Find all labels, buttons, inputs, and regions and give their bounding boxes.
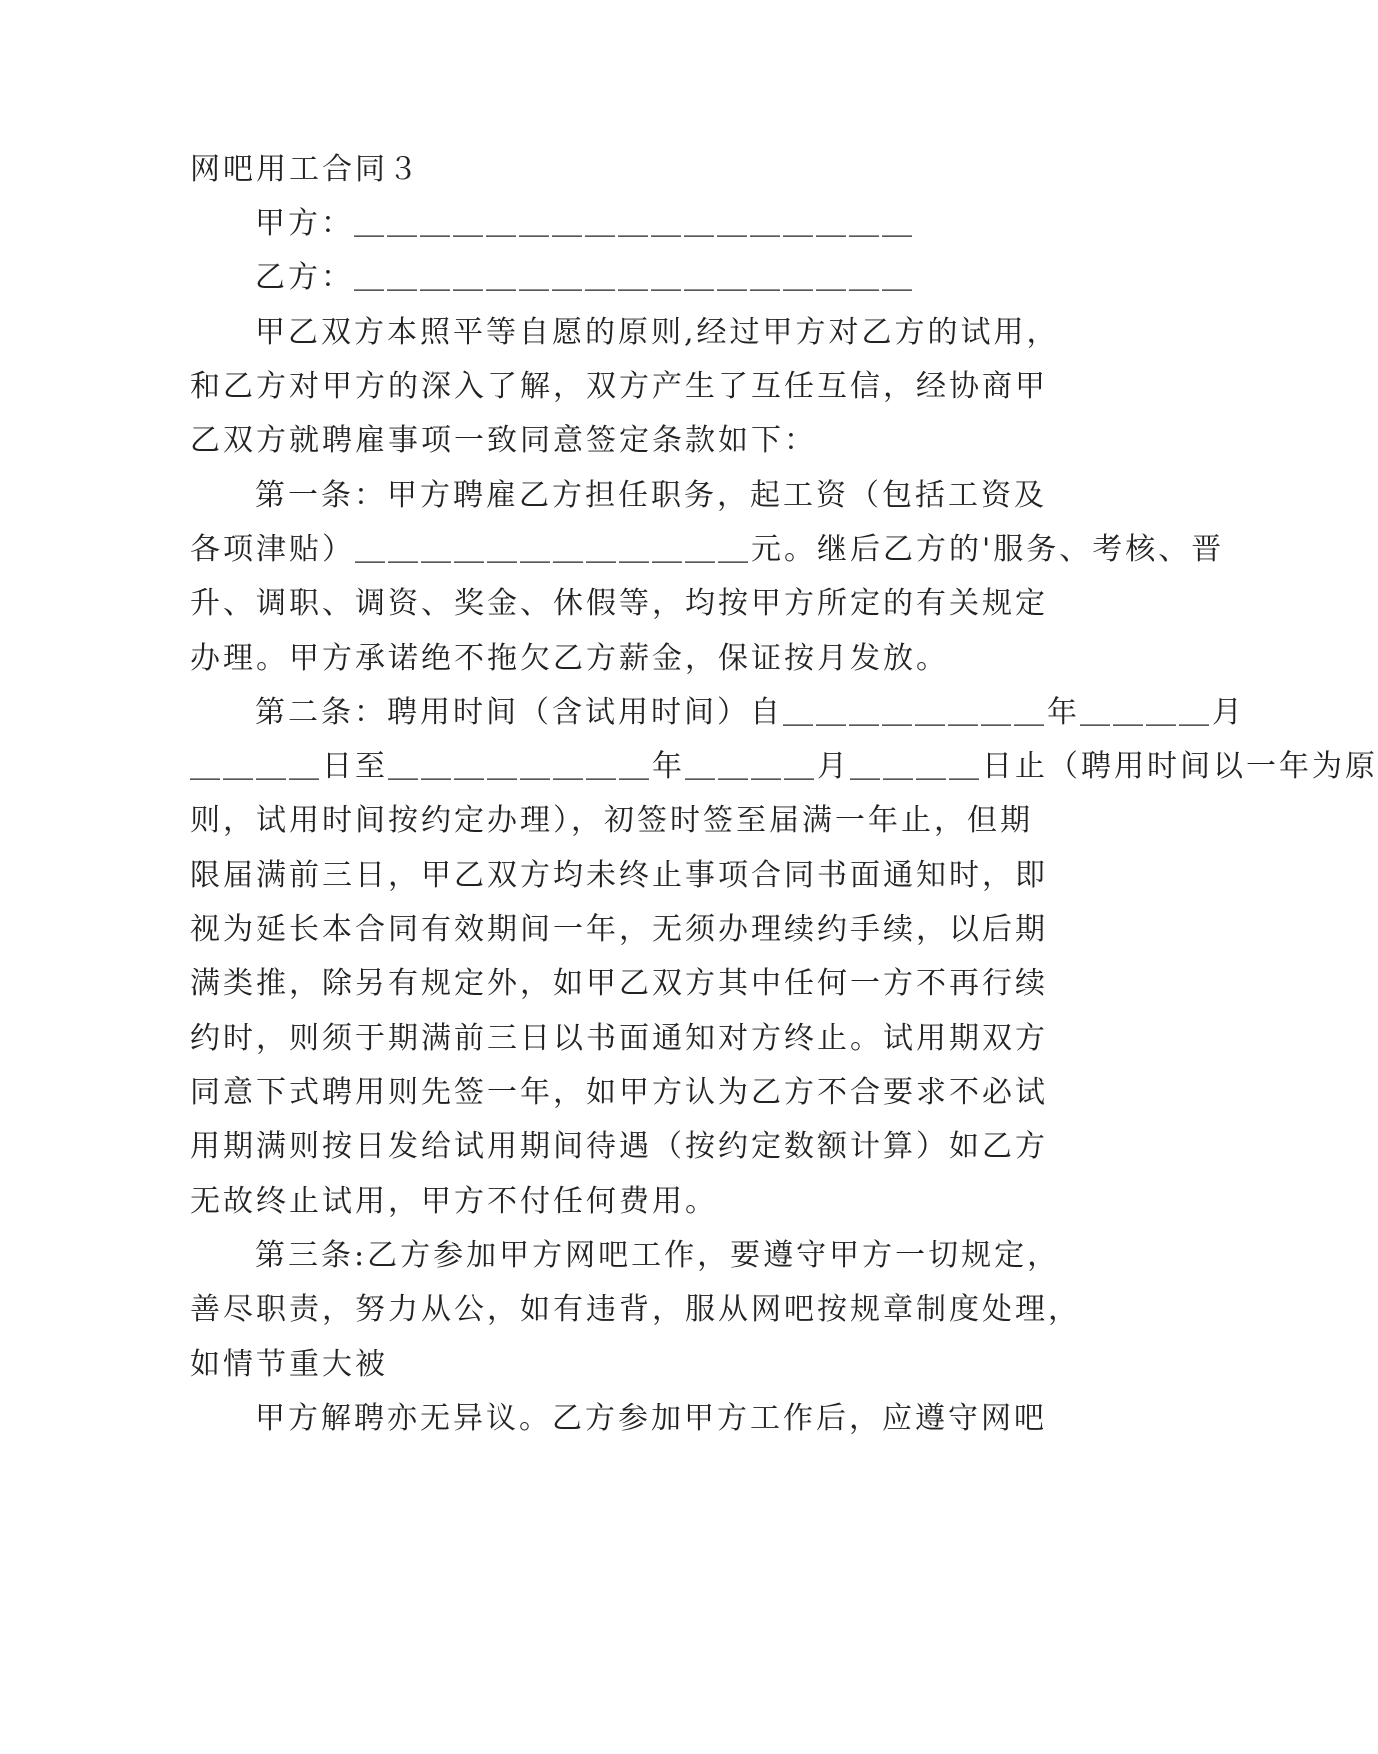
article-3-line: 如情节重大被 xyxy=(190,1347,388,1382)
article-2-line: 无故终止试用，甲方不付任何费用。 xyxy=(190,1184,718,1219)
article-1-line: 各项津贴）＿＿＿＿＿＿＿＿＿＿＿＿元。继后乙方的'服务、考核、晋 xyxy=(190,532,1225,567)
article-1-line: 第一条：甲方聘雇乙方担任职务，起工资（包括工资及 xyxy=(255,478,1047,513)
article-2-line: ＿＿＿＿日至＿＿＿＿＿＿＿＿年＿＿＿＿月＿＿＿＿日止（聘用时间以一年为原 xyxy=(190,749,1378,784)
article-2-line: 视为延长本合同有效期间一年，无须办理续约手续，以后期 xyxy=(190,912,1048,947)
article-2-line: 限届满前三日，甲乙双方均未终止事项合同书面通知时，即 xyxy=(190,858,1048,893)
paragraph-line: 甲乙双方本照平等自愿的原则,经过甲方对乙方的试用， xyxy=(255,315,1060,350)
article-2-line: 第二条：聘用时间（含试用时间）自＿＿＿＿＿＿＿＿年＿＿＿＿月 xyxy=(255,695,1245,730)
paragraph-line: 和乙方对甲方的深入了解，双方产生了互任互信，经协商甲 xyxy=(190,369,1048,404)
paragraph-line: 乙双方就聘雇事项一致同意签定条款如下： xyxy=(190,423,817,458)
article-1-line: 办理。甲方承诺绝不拖欠乙方薪金，保证按月发放。 xyxy=(190,641,949,676)
article-2-line: 同意下式聘用则先签一年，如甲方认为乙方不合要求不必试 xyxy=(190,1075,1048,1110)
article-3-line: 甲方解聘亦无异议。乙方参加甲方工作后，应遵守网吧 xyxy=(255,1401,1047,1436)
article-2-line: 则，试用时间按约定办理），初签时签至届满一年止，但期 xyxy=(190,803,1033,838)
article-2-line: 约时，则须于期满前三日以书面通知对方终止。试用期双方 xyxy=(190,1021,1048,1056)
article-3-line: 第三条:乙方参加甲方网吧工作，要遵守甲方一切规定， xyxy=(255,1238,1061,1273)
document-title: 网吧用工合同３ xyxy=(190,152,421,187)
article-2-line: 用期满则按日发给试用期间待遇（按约定数额计算）如乙方 xyxy=(190,1129,1048,1164)
article-2-line: 满类推，除另有规定外，如甲乙双方其中任何一方不再行续 xyxy=(190,966,1048,1001)
party-b-line: 乙方：＿＿＿＿＿＿＿＿＿＿＿＿＿＿＿＿＿ xyxy=(255,260,915,295)
article-3-line: 善尽职责，努力从公，如有违背，服从网吧按规章制度处理， xyxy=(190,1292,1081,1327)
party-a-line: 甲方：＿＿＿＿＿＿＿＿＿＿＿＿＿＿＿＿＿ xyxy=(255,206,915,241)
article-1-line: 升、调职、调资、奖金、休假等，均按甲方所定的有关规定 xyxy=(190,586,1048,621)
